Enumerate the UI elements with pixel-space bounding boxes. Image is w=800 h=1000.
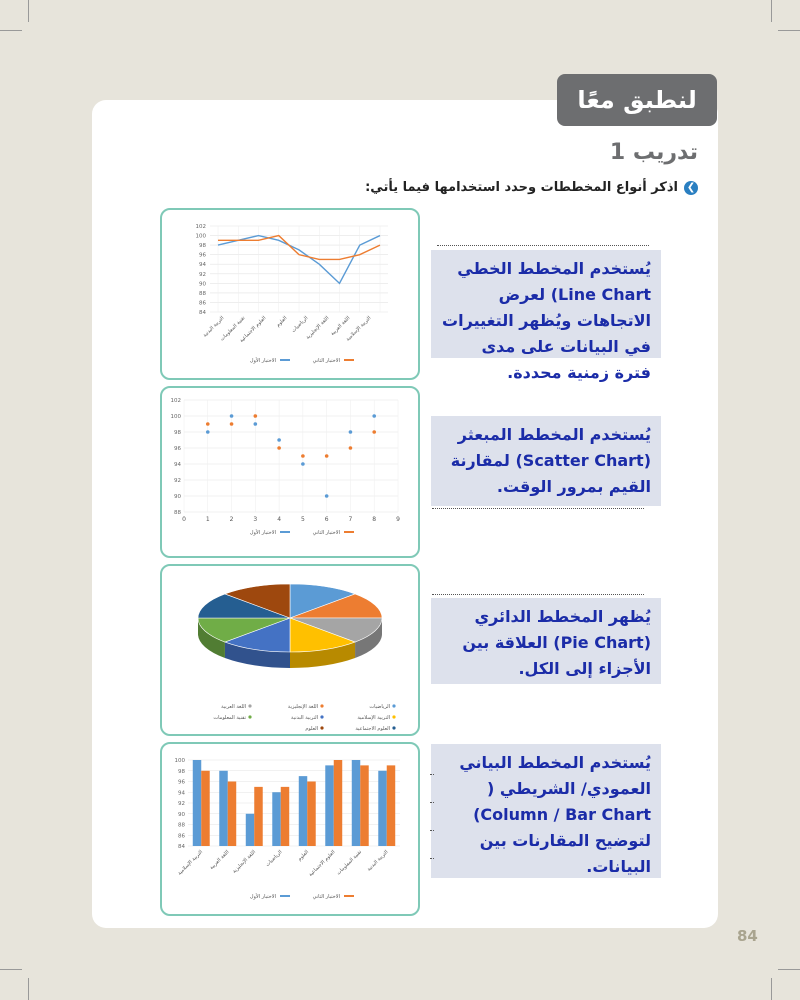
legend-label: الاختبار الثاني — [312, 358, 340, 364]
legend-label: العلوم — [305, 726, 318, 732]
scatter-point-series-1 — [301, 462, 305, 466]
legend-label: الاختبار الأول — [249, 530, 276, 536]
scatter-point-series-1 — [230, 414, 234, 418]
x-tick-label: اللغة العربية — [329, 315, 352, 338]
legend-swatch — [392, 704, 395, 707]
y-tick-label: 96 — [174, 446, 181, 452]
bar-series-2 — [334, 760, 342, 846]
y-tick-label: 92 — [178, 801, 185, 807]
x-tick-label: العلوم — [275, 315, 289, 329]
dotted-line — [430, 830, 434, 831]
legend-label: الاختبار الأول — [249, 894, 276, 900]
scatter-point-series-1 — [325, 494, 329, 498]
bar-series-1 — [352, 760, 360, 846]
crop-mark — [778, 30, 800, 31]
x-tick-label: التربية البدنية — [366, 849, 390, 873]
legend-swatch — [280, 531, 290, 533]
exercise-title: تدريب 1 — [609, 140, 698, 165]
legend-swatch — [392, 726, 395, 729]
legend-label: تقنية المعلومات — [213, 715, 246, 721]
bar-series-1 — [193, 760, 201, 846]
answer-scatter-chart: يُستخدم المخطط المبعثر (Scatter Chart) لمقارنة القيم بمرور الوقت. — [431, 416, 661, 506]
line-chart-card — [160, 208, 420, 380]
bar-series-2 — [387, 765, 395, 846]
bar-series-1 — [246, 814, 254, 846]
x-tick-label: اللغة الإنجليزية — [304, 315, 331, 341]
y-tick-label: 90 — [178, 811, 185, 818]
legend-swatch — [280, 895, 290, 897]
y-tick-label: 84 — [199, 310, 206, 316]
bar-series-2 — [281, 787, 289, 846]
x-tick-label: اللغة العربية — [208, 849, 231, 872]
x-tick-label: 8 — [372, 516, 377, 523]
x-tick-label: العلوم — [296, 849, 310, 863]
y-tick-label: 94 — [199, 262, 206, 269]
scatter-point-series-2 — [254, 414, 258, 418]
legend-swatch — [344, 895, 354, 897]
legend-label: التربية الإسلامية — [357, 715, 390, 721]
legend-label: اللغة الإنجليزية — [287, 704, 318, 710]
legend-swatch — [344, 359, 354, 361]
legend-swatch — [248, 704, 251, 707]
legend-label: الاختبار الأول — [249, 358, 276, 364]
scatter-point-series-2 — [206, 422, 210, 426]
scatter-point-series-2 — [230, 422, 234, 426]
scatter-chart-card — [160, 386, 420, 558]
y-tick-label: 92 — [199, 271, 206, 278]
section-banner: لنطبق معًا — [557, 74, 717, 126]
bar-series-1 — [325, 765, 333, 846]
x-tick-label: 4 — [277, 516, 282, 523]
x-tick-label: 7 — [348, 516, 353, 523]
y-tick-label: 86 — [199, 300, 206, 307]
line-chart — [162, 210, 418, 378]
y-tick-label: 100 — [174, 758, 185, 764]
scatter-point-series-1 — [254, 422, 258, 426]
x-tick-label: 9 — [396, 516, 400, 523]
legend-label: التربية البدنية — [291, 715, 318, 721]
legend-label: اللغة العربية — [221, 704, 246, 710]
x-tick-label: التربية البدنية — [202, 315, 226, 339]
x-tick-label: التربية الإسلامية — [345, 315, 373, 343]
x-tick-label: 5 — [300, 516, 305, 523]
crop-mark — [28, 0, 29, 22]
y-tick-label: 98 — [178, 768, 185, 775]
y-tick-label: 84 — [178, 844, 185, 850]
x-tick-label: تقنية المعلومات — [335, 849, 363, 877]
legend-label: الاختبار الثاني — [312, 894, 340, 900]
pie-chart-card — [160, 564, 420, 736]
answer-line-chart: يُستخدم المخطط الخطي Line Chart) لعرض الاتجاهات ويُظهر التغييرات في البيانات على مدى فترة زمنية محددة. — [431, 250, 661, 358]
x-tick-label: 6 — [324, 516, 329, 523]
scatter-point-series-1 — [349, 430, 353, 434]
scatter-point-series-2 — [301, 454, 305, 458]
x-tick-label: العلوم الاجتماعية — [307, 849, 337, 878]
y-tick-label: 94 — [178, 790, 185, 797]
y-tick-label: 96 — [199, 252, 206, 259]
bar-series-2 — [360, 765, 368, 846]
scatter-point-series-1 — [206, 430, 210, 434]
crop-mark — [771, 0, 772, 22]
x-tick-label: العلوم الاجتماعية — [238, 315, 268, 344]
x-tick-label: التربية الإسلامية — [176, 849, 204, 877]
legend-swatch — [320, 715, 323, 718]
y-tick-label: 88 — [178, 822, 185, 829]
instruction — [365, 180, 698, 195]
scatter-point-series-1 — [372, 414, 376, 418]
scatter-chart — [162, 388, 418, 556]
y-tick-label: 96 — [178, 779, 185, 786]
x-tick-label: الرياضيات — [290, 315, 310, 334]
legend-swatch — [392, 715, 395, 718]
bar-series-2 — [228, 782, 236, 847]
scatter-point-series-1 — [277, 438, 281, 442]
bar-series-1 — [378, 771, 386, 846]
crop-mark — [28, 978, 29, 1000]
x-tick-label: تقنية المعلومات — [219, 315, 247, 343]
scatter-point-series-2 — [349, 446, 353, 450]
y-tick-label: 98 — [199, 243, 206, 250]
x-tick-label: 2 — [229, 516, 234, 523]
crop-mark — [771, 978, 772, 1000]
legend-swatch — [344, 531, 354, 533]
bar-chart — [162, 744, 418, 914]
answer-pie-chart: يُظهر المخطط الدائري (Pie Chart) العلاقة بين الأجزاء إلى الكل. — [431, 598, 661, 684]
bar-series-1 — [219, 771, 227, 846]
crop-mark — [0, 969, 22, 970]
bar-series-2 — [307, 782, 315, 847]
y-tick-label: 102 — [170, 398, 181, 404]
pie-chart — [162, 566, 418, 734]
scatter-point-series-2 — [372, 430, 376, 434]
x-tick-label: اللغة الإنجليزية — [231, 849, 257, 875]
y-tick-label: 90 — [174, 494, 181, 500]
y-tick-label: 94 — [174, 462, 181, 468]
dotted-line — [437, 245, 649, 246]
y-tick-label: 100 — [195, 233, 206, 240]
legend-swatch — [280, 359, 290, 361]
y-tick-label: 88 — [174, 510, 181, 516]
answer-bar-chart: يُستخدم المخطط البياني العمودي/ الشريطي ( Column / Bar Chart) لتوضيح المقارنات بين البيانات. — [431, 744, 661, 878]
legend-label: العلوم الاجتماعية — [355, 726, 390, 732]
y-tick-label: 102 — [195, 224, 206, 230]
y-tick-label: 88 — [199, 290, 206, 297]
page-number: 84 — [737, 927, 758, 945]
legend-swatch — [320, 704, 323, 707]
crop-mark — [0, 30, 22, 31]
dotted-line — [430, 774, 434, 775]
chevron-right-icon: ❯ — [684, 181, 698, 195]
dotted-line — [432, 594, 644, 595]
x-tick-label: 1 — [205, 516, 210, 523]
dotted-line — [430, 858, 434, 859]
crop-mark — [778, 969, 800, 970]
legend-swatch — [320, 726, 323, 729]
x-tick-label: 3 — [253, 516, 258, 523]
y-tick-label: 92 — [174, 478, 181, 484]
bar-series-1 — [272, 792, 280, 846]
bar-series-1 — [299, 776, 307, 846]
y-tick-label: 100 — [170, 414, 181, 420]
scatter-point-series-2 — [325, 454, 329, 458]
bar-series-2 — [201, 771, 209, 846]
bar-series-2 — [254, 787, 262, 846]
y-tick-label: 90 — [199, 281, 206, 288]
x-tick-label: الرياضيات — [264, 849, 284, 868]
bar-chart-card — [160, 742, 420, 916]
legend-label: الرياضيات — [369, 704, 390, 710]
instruction-text: اذكر أنواع المخططات وحدد استخدامها فيما يأتي: — [365, 180, 678, 195]
dotted-line — [432, 508, 644, 509]
scatter-point-series-2 — [277, 446, 281, 450]
dotted-line — [430, 802, 434, 803]
x-tick-label: 0 — [182, 516, 186, 523]
legend-label: الاختبار الثاني — [312, 530, 340, 536]
y-tick-label: 86 — [178, 833, 185, 840]
y-tick-label: 98 — [174, 430, 181, 436]
legend-swatch — [248, 715, 251, 718]
